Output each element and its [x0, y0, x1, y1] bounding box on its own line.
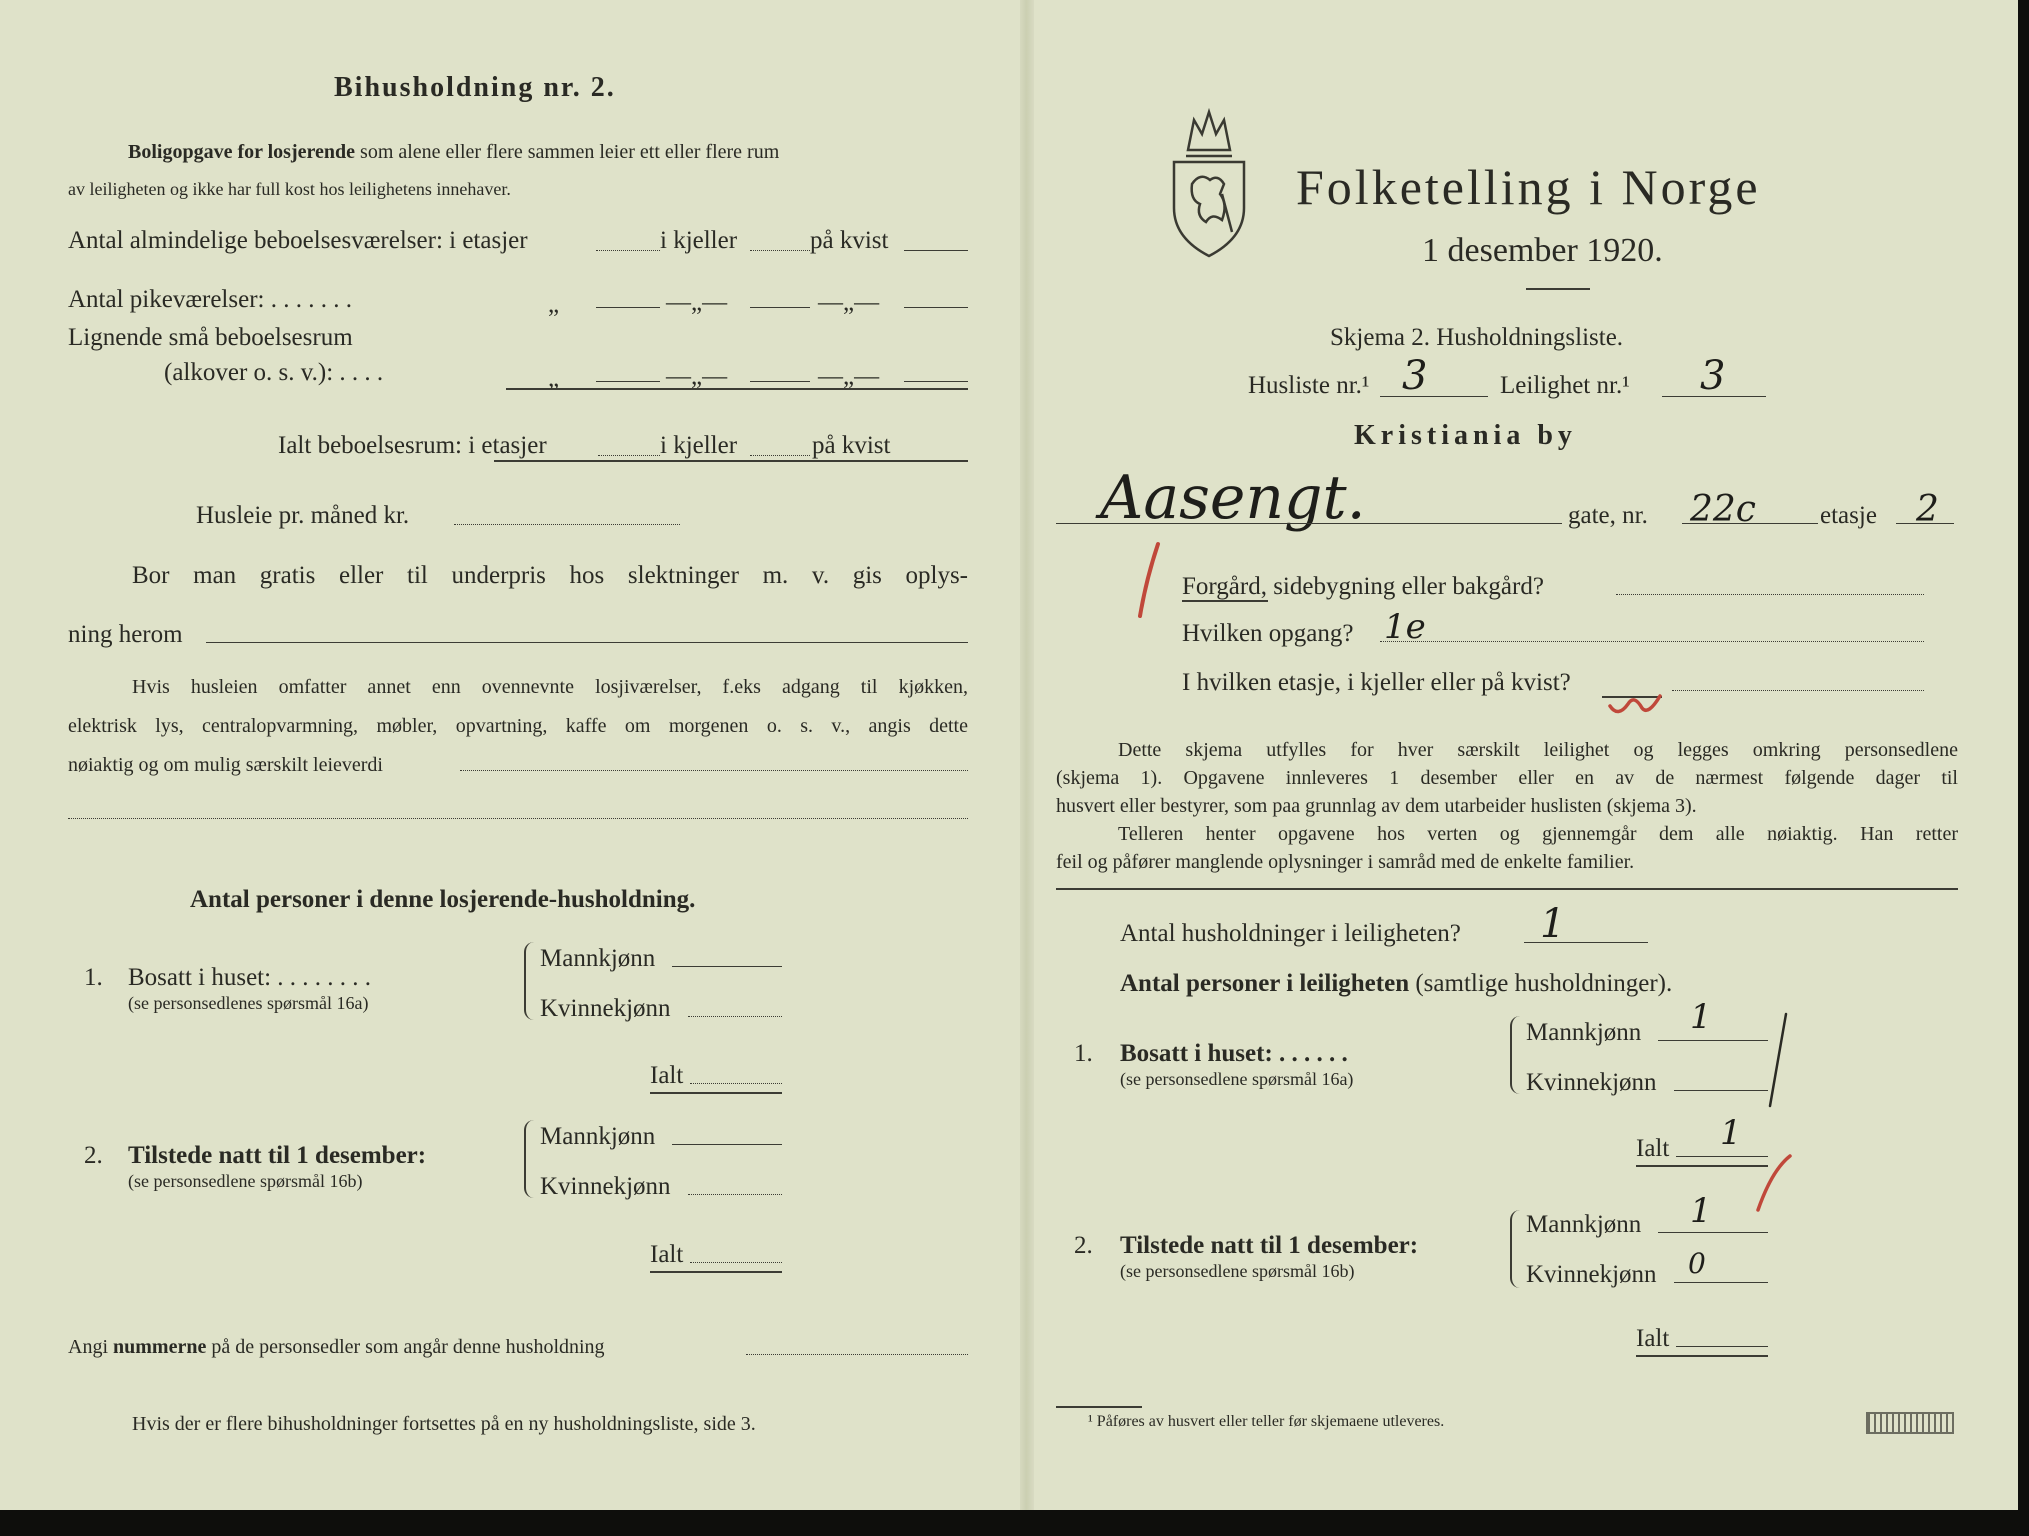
instruction-line-3: husvert eller bestyrer, som paa grunnlag av dem utarbeider huslisten (skjema 3).: [1056, 795, 1697, 817]
rooms-label: Antal almindelige beboelsesværelser: i etasjer: [68, 227, 528, 254]
small-etasjer-field[interactable]: [596, 381, 660, 382]
right-q1-ialt-value: 1: [1720, 1113, 1742, 1153]
right-persons-bold: Antal personer i leiligheten: [1120, 970, 1410, 997]
forgard-label: Forgård, sidebygning eller bakgård?: [1182, 573, 1544, 600]
numbers-bold: nummerne: [113, 1336, 207, 1358]
right-title: Folketelling i Norge: [1296, 159, 1761, 215]
right-q1-ialt-label: Ialt: [1636, 1135, 1670, 1162]
right-persons-rest: (samtlige husholdninger).: [1415, 970, 1673, 997]
opgang-value: 1e: [1384, 607, 1426, 647]
forgard-underline: [1182, 600, 1268, 602]
rooms-etasjer-field[interactable]: [596, 250, 660, 251]
right-q1-kvinne-label: Kvinnekjønn: [1526, 1069, 1657, 1096]
rooms-kvist-field[interactable]: [904, 250, 968, 251]
left-q2-kvinne-field[interactable]: [688, 1194, 782, 1195]
right-q2-sub: (se personsedlene spørsmål 16b): [1120, 1261, 1355, 1281]
left-q2-sub: (se personsedlene spørsmål 16b): [128, 1171, 363, 1191]
small-rooms-label-1: Lignende små beboelsesrum: [68, 324, 353, 351]
census-date: 1 desember 1920.: [1422, 232, 1663, 269]
date-rule: [1526, 288, 1590, 290]
right-q2-ialt-label: Ialt: [1636, 1325, 1670, 1352]
right-q2-ialt-underline: [1636, 1355, 1768, 1357]
extra-field[interactable]: [460, 770, 968, 771]
gratis-line-2: ning herom: [68, 621, 183, 648]
intro-line-1: [128, 142, 779, 162]
households-field[interactable]: [1524, 942, 1648, 943]
left-q1-ialt-field[interactable]: [690, 1083, 782, 1084]
small-rooms-underline: [506, 388, 968, 390]
right-q2-mann-label: Mannkjønn: [1526, 1211, 1642, 1238]
instruction-line-2: (skjema 1). Opgavene innleveres 1 desember eller en av de nærmest følgende dager til: [1056, 767, 1958, 789]
city-label: Kristiania by: [1354, 420, 1577, 451]
gratis-field[interactable]: [206, 642, 968, 643]
left-q2-brace: [524, 1120, 538, 1198]
households-value: 1: [1540, 901, 1566, 947]
etasje-question: I hvilken etasje, i kjeller eller på kvist?: [1182, 669, 1571, 696]
numbers-field[interactable]: [746, 1354, 968, 1355]
rooms-kjeller-label: i kjeller: [660, 227, 738, 254]
forgard-field[interactable]: [1616, 594, 1924, 595]
left-q1-ialt-underline: [650, 1092, 782, 1094]
husliste-label: Husliste nr.¹: [1248, 372, 1370, 399]
numbers-rest: på de personsedler som angår denne husholdning: [211, 1336, 605, 1358]
left-q2-ialt-label: Ialt: [650, 1241, 684, 1268]
intro-rest: som alene eller flere sammen leier ett eller flere rum: [360, 141, 780, 163]
left-q2-number: 2.: [84, 1142, 103, 1169]
right-q2-brace: [1510, 1210, 1524, 1288]
gate-label: gate, nr.: [1568, 502, 1648, 529]
right-q1-brace: [1510, 1016, 1524, 1094]
street-field[interactable]: [1056, 523, 1562, 524]
instruction-line-4: Telleren henter opgavene hos verten og gjennemgår dem alle nøiaktig. Han retter: [1118, 823, 1958, 845]
numbers-line: [68, 1337, 605, 1357]
left-q2-ialt-field[interactable]: [690, 1262, 782, 1263]
small-ditto-1: „: [548, 365, 560, 392]
instruction-line-5: feil og påfører manglende oplysninger i samråd med de enkelte familier.: [1056, 851, 1635, 873]
gate-number-value: 22c: [1690, 489, 1756, 530]
red-tick-mark-icon: [1728, 1150, 1798, 1220]
right-q2-mann-value: 1: [1690, 1191, 1712, 1231]
pike-kjeller-field[interactable]: [750, 307, 810, 308]
gate-number-field[interactable]: [1682, 523, 1818, 524]
small-kvist-field[interactable]: [904, 381, 968, 382]
left-q1-mann-field[interactable]: [672, 966, 782, 967]
rent-label: Husleie pr. måned kr.: [196, 502, 410, 529]
rooms-kvist-label: på kvist: [810, 227, 889, 254]
small-kjeller-field[interactable]: [750, 381, 810, 382]
left-q2-kvinne-label: Kvinnekjønn: [540, 1173, 671, 1200]
etasje-label: etasje: [1820, 502, 1877, 529]
leilighet-value: 3: [1700, 353, 1726, 399]
right-q1-number: 1.: [1074, 1040, 1093, 1067]
pike-kvist-field[interactable]: [904, 307, 968, 308]
ialt-etasjer-field[interactable]: [598, 455, 660, 456]
gratis-line-1: Bor man gratis eller til underpris hos slektninger m. v. gis oplys-: [132, 562, 968, 589]
norway-coat-of-arms-icon: [1166, 108, 1252, 260]
left-q1-brace: [524, 942, 538, 1020]
street-value: Aasengt.: [1100, 463, 1366, 533]
right-q1-mann-label: Mannkjønn: [1526, 1019, 1642, 1046]
left-q1-label: Bosatt i huset: . . . . . . . .: [128, 964, 372, 991]
ialt-rooms-label: Ialt beboelsesrum: i etasjer: [278, 432, 547, 459]
footnote-rule: [1056, 1406, 1142, 1408]
husliste-field[interactable]: [1380, 396, 1488, 397]
ialt-kjeller-label: i kjeller: [660, 432, 738, 459]
ialt-kjeller-field[interactable]: [750, 455, 810, 456]
instruction-line-1: Dette skjema utfylles for hver særskilt leilighet og legges omkring personsedlene: [1118, 739, 1958, 761]
intro-bold: Boligopgave for losjerende: [128, 141, 356, 163]
printer-stamp-icon: [1866, 1412, 1954, 1434]
left-q2-ialt-underline: [650, 1271, 782, 1273]
ialt-kvist-label: på kvist: [812, 432, 891, 459]
right-q1-mann-value: 1: [1690, 997, 1712, 1037]
etasje-question-field[interactable]: [1672, 690, 1924, 691]
left-q2-label: Tilstede natt til 1 desember:: [128, 1142, 427, 1169]
etasje-value: 2: [1916, 489, 1939, 530]
small-ditto-3: —„—: [818, 363, 880, 390]
small-ditto-2: —„—: [666, 363, 728, 390]
right-q2-kvinne-label: Kvinnekjønn: [1526, 1261, 1657, 1288]
extra-line-3: nøiaktig og om mulig særskilt leieverdi: [68, 754, 383, 776]
etasje-field[interactable]: [1896, 523, 1954, 524]
rent-field[interactable]: [454, 524, 680, 525]
households-label: Antal husholdninger i leiligheten?: [1120, 920, 1461, 947]
extra-line-1: Hvis husleien omfatter annet enn ovennevnte losjiværelser, f.eks adgang til kjøkken,: [132, 676, 968, 698]
right-q2-kvinne-value: 0: [1688, 1247, 1706, 1280]
right-q2-kvinne-field[interactable]: [1674, 1282, 1768, 1283]
intro-line-2: av leiligheten og ikke har full kost hos leilighetens innehaver.: [68, 179, 511, 199]
rooms-kjeller-field[interactable]: [750, 250, 810, 251]
left-persons-heading: Antal personer i denne losjerende-husholdning.: [190, 886, 696, 913]
left-q1-ialt-label: Ialt: [650, 1062, 684, 1089]
numbers-pre: Angi: [68, 1336, 108, 1358]
left-title: Bihusholdning nr. 2.: [334, 72, 616, 103]
pike-label: Antal pikeværelser: . . . . . . .: [68, 286, 352, 313]
right-q1-label: Bosatt i huset: . . . . . .: [1120, 1040, 1348, 1067]
check-stroke-icon: [1752, 1010, 1792, 1110]
ialt-rooms-underline: [494, 460, 968, 462]
left-q1-mann-label: Mannkjønn: [540, 945, 656, 972]
left-q1-number: 1.: [84, 964, 103, 991]
instruction-divider: [1056, 888, 1958, 890]
right-q2-number: 2.: [1074, 1232, 1093, 1259]
opgang-label: Hvilken opgang?: [1182, 620, 1354, 647]
right-q2-ialt-field[interactable]: [1676, 1346, 1768, 1347]
extra-field-2[interactable]: [68, 818, 968, 819]
pike-ditto-1: „: [548, 291, 560, 318]
pike-etasjer-field[interactable]: [596, 307, 660, 308]
left-q2-mann-field[interactable]: [672, 1144, 782, 1145]
pike-ditto-3: —„—: [818, 289, 880, 316]
extra-line-2: elektrisk lys, centralopvarmning, møbler, opvartning, kaffe om morgenen o. s. v., angis dette: [68, 715, 968, 737]
left-q1-sub: (se personsedlenes spørsmål 16a): [128, 993, 369, 1013]
footnote-text: ¹ Påføres av husvert eller teller før skjemaene utleveres.: [1088, 1413, 1445, 1430]
pike-ditto-2: —„—: [666, 289, 728, 316]
small-rooms-label-2: (alkover o. s. v.): . . . .: [164, 359, 384, 386]
right-q2-mann-field[interactable]: [1658, 1232, 1768, 1233]
skjema-label: Skjema 2. Husholdningsliste.: [1330, 324, 1624, 351]
leilighet-label: Leilighet nr.¹: [1500, 372, 1630, 399]
red-pencil-mark-icon: [1128, 540, 1168, 620]
left-footer: Hvis der er flere bihusholdninger fortsettes på en ny husholdningsliste, side 3.: [132, 1413, 756, 1435]
right-q2-label: Tilstede natt til 1 desember:: [1120, 1232, 1419, 1259]
left-q1-kvinne-label: Kvinnekjønn: [540, 995, 671, 1022]
right-q1-sub: (se personsedlene spørsmål 16a): [1120, 1069, 1354, 1089]
red-kvist-mark-icon: [1604, 684, 1666, 724]
husliste-value: 3: [1402, 353, 1428, 399]
right-persons-heading: [1120, 971, 1672, 996]
page-fold: [1020, 0, 1034, 1510]
leilighet-field[interactable]: [1662, 396, 1766, 397]
left-q1-kvinne-field[interactable]: [688, 1016, 782, 1017]
opgang-field[interactable]: [1380, 641, 1924, 642]
left-q2-mann-label: Mannkjønn: [540, 1123, 656, 1150]
